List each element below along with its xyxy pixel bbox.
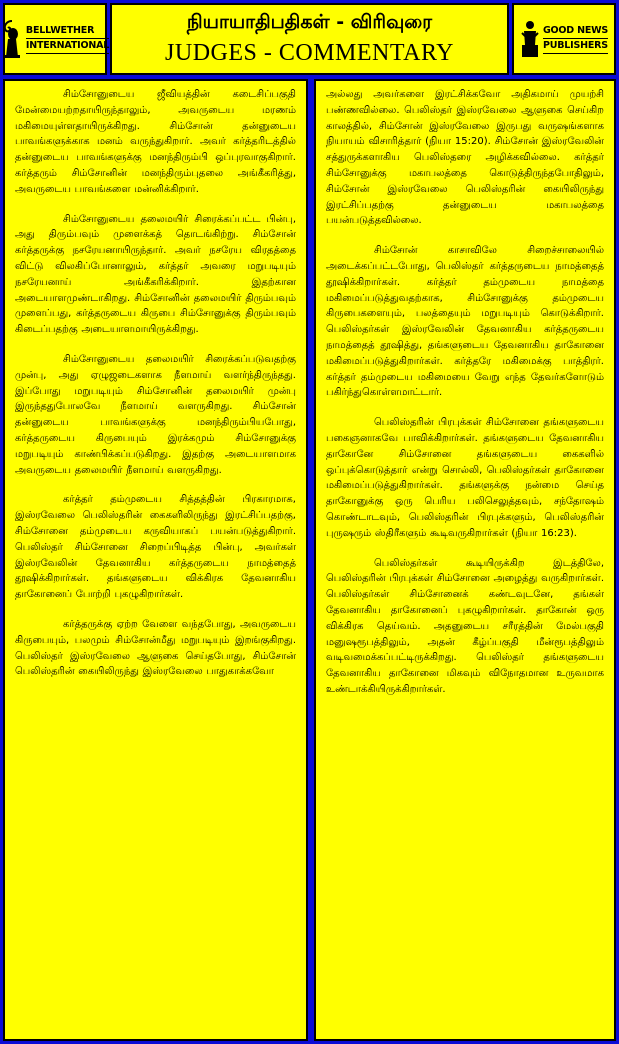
paragraph: அல்லது அவர்களை இரட்சிக்கவோ அதிகமாய் முயற்சி பண்ணவில்லை. பெலிஸ்தர் இஸ்ரவேலை ஆளுகை செய்கிற காலத்தில், சிம்சோன் இஸ்ரவேலை இருபது வருஷங்களாக நியாயம் விசாரித்தார் (நியா 15:20). சிம்சோன் இஸ்ரவேலின் சத்துருக்களாகிய பெலிஸ்தரை அழிக்கவில்லை. கர்த்தர் சிம்சோனுக்கு மகாபலத்தை கொடுத்திருந்தபோதிலும், சிம்சோன் இஸ்ரவேலை பெலிஸ்தரின் கையிலிருந்து இரட்சிப்பதற்கு தன்னுடைய மகாபலத்தை பயன்படுத்தவில்லை.: [326, 89, 604, 227]
preacher-icon: [520, 19, 540, 59]
paragraph: சிம்சோனுடைய தலைமயிர் சிரைக்கப்படுவதற்கு முன்பு, அது ஏழுஜடைகளாக நீளமாய் வளர்ந்திருந்தது. இப்போது மறுபடியும் சிம்சோனின் தலைமயிர் முன்பு இருந்ததுபோலவே நீளமாய் வளருகிறது. சிம்சோன் தன்னுடைய பாவங்களுக்கு மனந்திரும்பியபோது, கர்த்தருடைய கிருபையும் இரக்கமும் சிம்சோனுக்கு மறுபடியும் காண்பிக்கப்படுகிறது. இதற்கு அடையாளமாக அவருடைய தலைமயிர் நீளமாய் வளருகிறது.: [15, 353, 296, 476]
paragraph: சிம்சோனுடைய ஜீவியத்தின் கடைசிப்பகுதி மேன்மையற்றதாயிருந்தாலும், அவருடைய மரணம் மகிமையுள்ளதாயிருக்கிறது. சிம்சோன் தன்னுடைய பாவங்களுக்காக மனம் வருந்துகிறார். அவர் கர்த்தரிடத்தில் தன்னுடைய பாவங்களுக்கு மனந்திரும்பி ஒப்புரவாகுகிறார். கர்த்தரும் சிம்சோனின் மனந்திரும்புதலை அங்கீகரித்து, அவருடைய பாவங்களை மன்னிக்கிறார்.: [15, 89, 296, 195]
page-title-tamil: நியாயாதிபதிகள் - விரிவுரை: [186, 11, 433, 33]
right-text-column: [314, 79, 616, 1041]
left-text-column: [3, 79, 308, 1041]
paragraph: பெலிஸ்தரின் பிரபுக்கள் சிம்சோனை தங்களுடைய பகைஞனாகவே பாவிக்கிறார்கள். தங்களுடைய தேவனாகிய தாகோனே சிம்சோனை தங்களுடைய கைகளில் ஒப்புக்கொடுத்தார் என்று சொல்லி, பெலிஸ்தர்கள் தாகோனை மகிமைப்படுத்துகிறார்கள். தங்களுக்கு நன்மை செய்த தாகோனுக்கு ஒரு பெரிய பலிசெலுத்தவும், சந்தோஷம் கொண்டாடவும், பெலிஸ்தரின் பிரபுக்களும், பெலிஸ்தரின் புருஷரும் ஸ்திரீகளும் கூடிவருகிறார்கள் (நியா 16:23).: [326, 417, 604, 539]
logo-line2: PUBLISHERS: [543, 39, 608, 54]
logo-line2: INTERNATIONAL: [26, 39, 109, 54]
logo-line1: GOOD NEWS: [543, 24, 608, 39]
paragraph: பெலிஸ்தர்கள் கூடியிருக்கிற இடத்திலே, பெலிஸ்தரின் பிரபுக்கள் சிம்சோனை அழைத்து வருகிறார்கள். பெலிஸ்தர்கள் சிம்சோனைக் கண்டவுடனே, தங்கள் தேவனாகிய தாகோனைப் புகழுகிறார்கள். தாகோன் ஒரு விக்கிரக தெய்வம். அதனுடைய சரீரத்தின் மேல்பகுதி மனுஷரூபத்திலும், அதன் கீழ்ப்பகுதி மீன்ரூபத்திலும் வடிவமைக்கப்பட்டிருக்கிறது. பெலிஸ்தர் தங்களுடைய தேவனாகிய தாகோனை மிகவும் விநோதமான உருவமாக உண்டாக்கியிருக்கிறார்கள்.: [326, 557, 604, 695]
good-news-logo: [512, 3, 616, 75]
paragraph: கர்த்தருக்கு ஏற்ற வேளை வந்தபோது, அவருடைய கிருபையும், பலமும் சிம்சோன்மீது மறுபடியும் இறங்குகிறது. பெலிஸ்தர் இஸ்ரவேலை ஆளுகை செய்தபோது, சிம்சோன் பெலிஸ்தரின் கையிலிருந்து இஸ்ரவேலை பாதுகாக்கவோ: [15, 618, 296, 678]
paragraph: கர்த்தர் தம்முடைய சித்தத்தின் பிரகாரமாக, இஸ்ரவேலை பெலிஸ்தரின் கைகளிலிருந்து இரட்சிப்பதற்கு, சிம்சோனை தம்முடைய கருவியாகப் பயன்படுத்துகிறார். பெலிஸ்தர் சிம்சோனை சிறைப்பிடித்த பின்பு, அவர்கள் இஸ்ரவேலின் தேவனாகிய கர்த்தருடைய நாமத்தைத் தூஷிக்கிறார்கள். தங்களுடைய விக்கிரக தேவனாகிய தாகோனைப் போற்றி புகழுகிறார்கள்.: [15, 494, 296, 601]
page-header: [3, 3, 616, 75]
paragraph: சிம்சோன் காசாவிலே சிறைச்சாலையில் அடைக்கப்பட்டபோது, பெலிஸ்தர் கர்த்தருடைய நாமத்தைத் தூஷிக்கிறார்கள். கர்த்தர் தம்முடைய நாமத்தை மகிமைப்படுத்துவதற்காக, சிம்சோனுக்கு தம்முடைய கிருபைகளையும், பலத்தையும் மறுபடியும் கொடுக்கிறார். பெலிஸ்தர்கள் இஸ்ரவேலின் தேவனாகிய கர்த்தருடைய நாமத்தைத் தூஷித்து, தங்களுடைய தேவனாகிய தாகோனை மகிமைப்படுத்துகிறார்கள். கர்த்தரே மகிமைக்கு பாத்திரர். கர்த்தர் தம்முடைய மகிமையை வேறு எந்த தேவர்களோடும் பகிர்ந்துகொள்ளமாட்டார்.: [326, 245, 604, 399]
ram-icon: [1, 19, 23, 59]
bellwether-logo: [3, 3, 110, 75]
title-banner: [110, 3, 509, 75]
logo-line1: BELLWETHER: [26, 24, 109, 39]
page-title-english: JUDGES - COMMENTARY: [165, 40, 454, 66]
paragraph: சிம்சோனுடைய தலைமயிர் சிரைக்கப்பட்ட பின்பு, அது திரும்பவும் முளைக்கத் தொடங்கிற்று. சிம்சோன் கர்த்தருக்கு நசரேயனாயிருந்தார். அவர் நசரேய விரதத்தை விட்டு விலகிப்போனாலும், கர்த்தர் அவரை மறுபடியும் நசரேயனாய் அங்கீகரிக்கிறார். இதற்கான அடையாளமுண்டாகிறது. சிம்சோனின் தலைமயிர் திரும்பவும் முளைப்பது, கர்த்தருடைய கிருபை சிம்சோனுக்கு திரும்பவும் கிடைப்பதற்கு அடையாளமாயிருக்கிறது.: [15, 213, 296, 336]
